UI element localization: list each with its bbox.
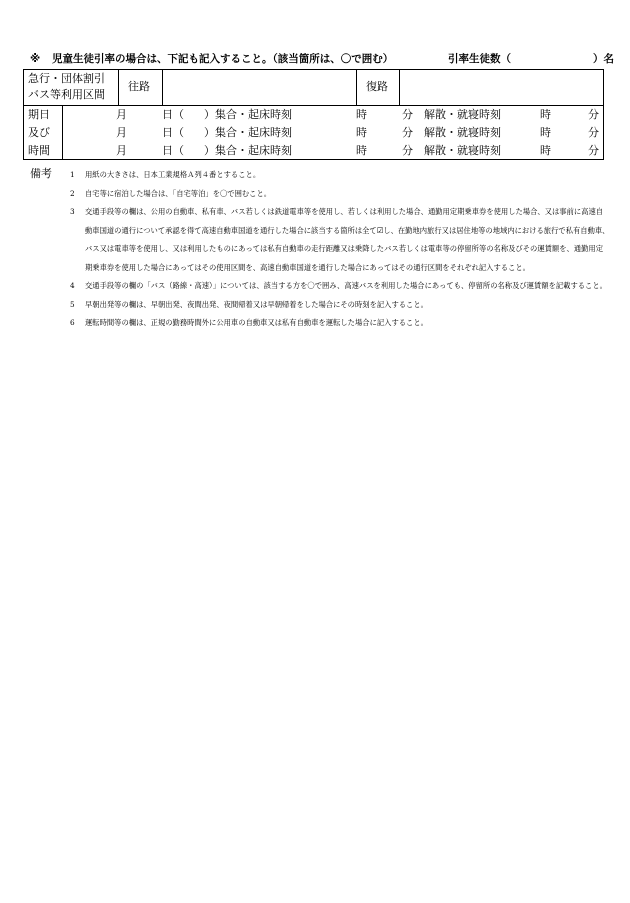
minute-unit: 分 bbox=[402, 144, 413, 157]
month-unit: 月 bbox=[116, 108, 127, 121]
remark-text: 運転時間等の欄は、正規の勤務時間外に公用車の自動車又は私有自動車を運転した場合に記入すること。 bbox=[85, 318, 428, 327]
remark-number: 2 bbox=[70, 188, 75, 198]
minute-unit: 分 bbox=[402, 126, 413, 139]
month-unit: 月 bbox=[116, 144, 127, 157]
outbound-field[interactable] bbox=[166, 79, 352, 95]
route-label-2: バス等利用区間 bbox=[28, 88, 105, 101]
hour-unit-2: 時 bbox=[540, 108, 551, 121]
remarks-list bbox=[70, 166, 610, 333]
hour-unit: 時 bbox=[356, 108, 367, 121]
remark-text: 早朝出発等の欄は、早朝出発、夜間出発、夜間帰着又は早朝帰着をした場合にその時刻を記入すること。 bbox=[85, 299, 428, 309]
remark-number: 5 bbox=[70, 299, 75, 309]
remark-text: 用紙の大きさは、日本工業規格Ａ列４番とすること。 bbox=[85, 170, 261, 179]
return-label: 復路 bbox=[366, 80, 388, 93]
month-unit: 月 bbox=[116, 126, 127, 139]
period-line-1[interactable] bbox=[24, 106, 603, 124]
outbound-label: 往路 bbox=[128, 80, 150, 93]
dismiss-time-label: 解散・就寝時刻 bbox=[424, 126, 501, 139]
remark-text: 交通手段等の欄は、公用の自動車、私有車、バス若しくは鉄道電車等を使用し、若しくは利用した場合、通勤用定期乗車券を使用した場合、又は事前に高速自動車国道の通行について承認を得て高速自動車国道を通行した場合に該当する箇所は全て☑し、在勤地内旅行又は居住地等の地域内における旅行で私有自動車、バス又は電車等を使用し、又は利用したものにあっては私有自動車の走行距離又は乗降したバス若しくは電車等の停留所等の名称及びその運賃額を、通勤用定期乗車券を使用した場合にあってはその使用区間を、高速自動車国道を通行した場合にあってはその通行区間をそれぞれ記入すること。 bbox=[85, 207, 610, 272]
remarks-title: 備考 bbox=[30, 167, 52, 180]
assembly-time-label: ）集合・起床時刻 bbox=[204, 108, 292, 121]
assembly-time-label: ）集合・起床時刻 bbox=[204, 144, 292, 157]
instruction-note: 児童生徒引率の場合は、下記も記入すること。（該当箇所は、〇で囲む） bbox=[52, 53, 394, 65]
hour-unit: 時 bbox=[356, 126, 367, 139]
hour-unit-2: 時 bbox=[540, 126, 551, 139]
header-line bbox=[30, 50, 614, 68]
remark-text: 交通手段等の欄の「バス（路線・高速）」については、該当する方を〇で囲み、高速バスを利用した場合にあっても、停留所の名称及び運賃額を記載すること。 bbox=[85, 281, 607, 290]
remark-text: 自宅等に宿泊した場合は、「自宅等泊」を〇で囲むこと。 bbox=[85, 188, 272, 198]
dismiss-time-label: 解散・就寝時刻 bbox=[424, 144, 501, 157]
remark-number: 6 bbox=[70, 318, 75, 327]
remark-number: 4 bbox=[70, 281, 75, 290]
route-label-1: 急行・団体割引 bbox=[28, 72, 105, 85]
remark-item bbox=[70, 166, 610, 185]
remark-item bbox=[70, 203, 610, 277]
remark-item bbox=[70, 185, 610, 204]
remark-number: 1 bbox=[70, 170, 75, 179]
return-field[interactable] bbox=[404, 79, 598, 95]
note-mark: ※ bbox=[30, 53, 41, 65]
day-unit: 日（ bbox=[162, 108, 184, 121]
minute-unit: 分 bbox=[402, 108, 413, 121]
hour-unit: 時 bbox=[356, 144, 367, 157]
remark-item bbox=[70, 314, 610, 333]
route-row bbox=[24, 70, 603, 106]
period-label-2: 及び bbox=[28, 126, 50, 139]
escort-table bbox=[23, 69, 604, 160]
day-unit: 日（ bbox=[162, 144, 184, 157]
period-line-2[interactable] bbox=[24, 124, 603, 142]
minute-unit-2: 分 bbox=[588, 144, 599, 157]
period-rows bbox=[24, 106, 603, 160]
period-label-3: 時間 bbox=[28, 144, 50, 157]
assembly-time-label: ）集合・起床時刻 bbox=[204, 126, 292, 139]
student-count-unit: ）名 bbox=[593, 53, 614, 65]
period-label-1: 期日 bbox=[28, 108, 50, 121]
minute-unit-2: 分 bbox=[588, 126, 599, 139]
remark-item bbox=[70, 296, 610, 315]
remark-number: 3 bbox=[70, 207, 75, 216]
student-count-label: 引率生徒数（ bbox=[448, 53, 511, 65]
period-line-3[interactable] bbox=[24, 142, 603, 160]
hour-unit-2: 時 bbox=[540, 144, 551, 157]
day-unit: 日（ bbox=[162, 126, 184, 139]
dismiss-time-label: 解散・就寝時刻 bbox=[424, 108, 501, 121]
minute-unit-2: 分 bbox=[588, 108, 599, 121]
remark-item bbox=[70, 277, 610, 296]
